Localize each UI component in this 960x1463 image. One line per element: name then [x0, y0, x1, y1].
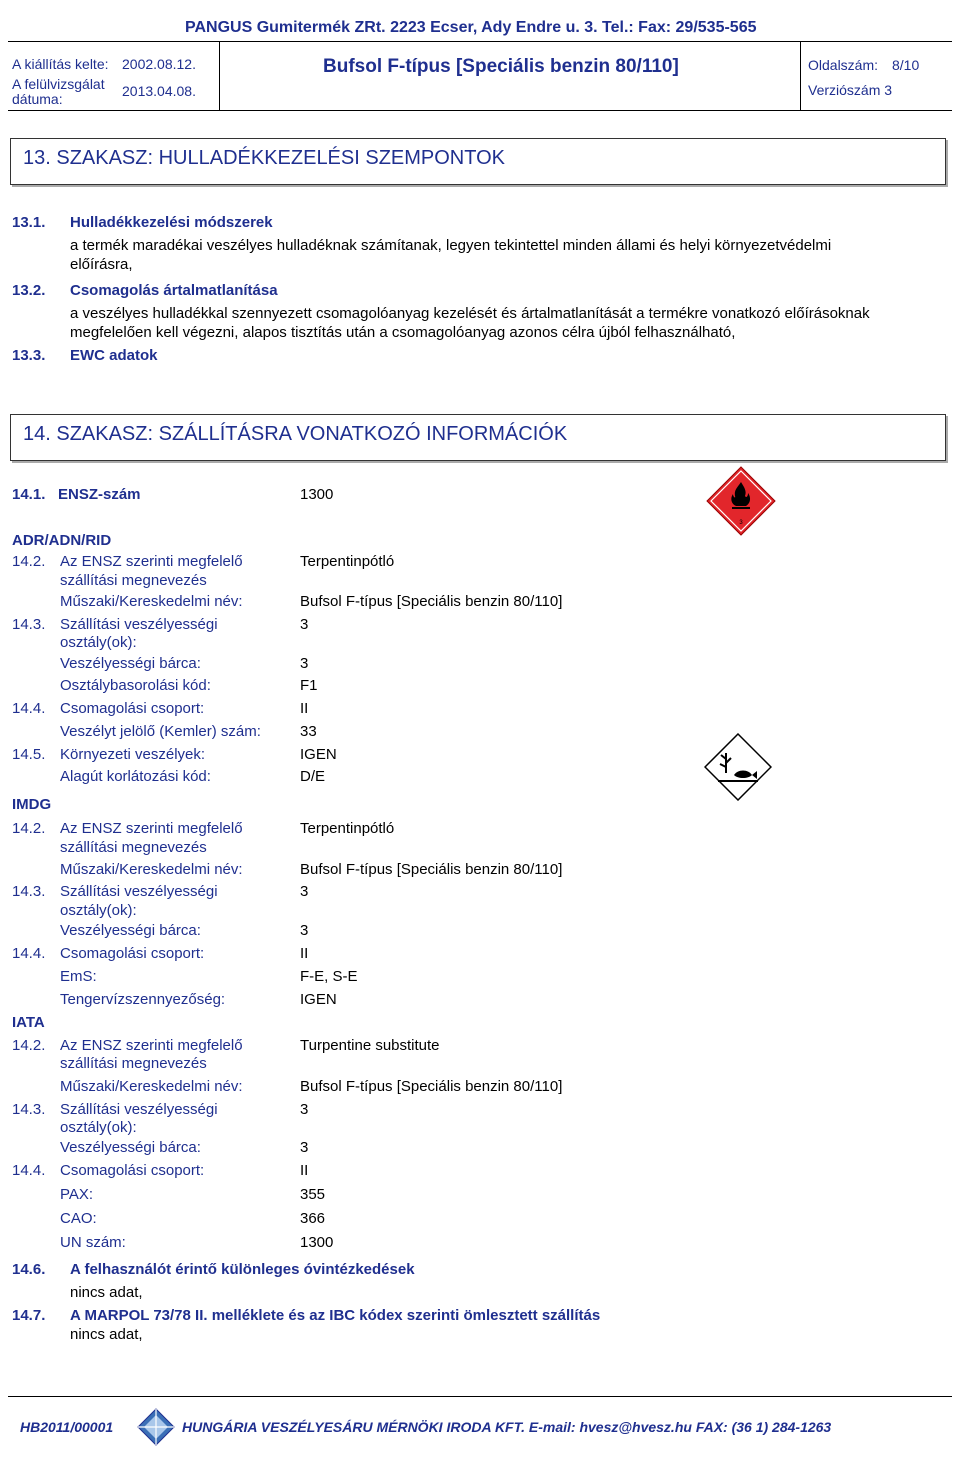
- field-label: Műszaki/Kereskedelmi név:: [60, 593, 243, 610]
- field-value: F-E, S-E: [300, 968, 358, 985]
- field-value: Terpentinpótló: [300, 820, 395, 837]
- item-number: 14.4.: [12, 1162, 46, 1179]
- item-number: 14.2.: [12, 820, 46, 837]
- field-label: Osztálybasorolási kód:: [60, 677, 211, 694]
- field-value: 3: [300, 616, 309, 633]
- page-number: 8/10: [892, 57, 920, 73]
- field-value: 3: [300, 883, 309, 900]
- item-text: nincs adat,: [70, 1326, 143, 1343]
- field-label: Az ENSZ szerinti megfelelő: [60, 1037, 243, 1054]
- issue-label: A kiállítás kelte:: [12, 56, 109, 72]
- item-title: Csomagolás ártalmatlanítása: [70, 282, 278, 299]
- field-label: Műszaki/Kereskedelmi név:: [60, 1078, 243, 1095]
- item-number: 14.6.: [12, 1261, 46, 1278]
- item-number: 14.3.: [12, 883, 46, 900]
- field-label: osztály(ok):: [60, 1119, 137, 1136]
- field-value: IGEN: [300, 746, 337, 763]
- field-label: Tengervízszennyezőség:: [60, 991, 226, 1008]
- field-label: Környezeti veszélyek:: [60, 746, 206, 763]
- field-label: szállítási megnevezés: [60, 572, 207, 589]
- imdg-heading: IMDG: [12, 796, 52, 813]
- field-label: szállítási megnevezés: [60, 839, 207, 856]
- section-13-title-box: [10, 138, 946, 185]
- field-value: Bufsol F-típus [Speciális benzin 80/110]: [300, 593, 563, 610]
- field-value: 33: [300, 723, 317, 740]
- item-text: a veszélyes hulladékkal szennyezett csomagolóanyag kezelését és ártalmatlanítását a termékre vonatkozó előírásoknak: [70, 305, 870, 322]
- item-number: 13.1.: [12, 214, 46, 231]
- field-label: Az ENSZ szerinti megfelelő: [60, 820, 243, 837]
- item-title: Hulladékkezelési módszerek: [70, 214, 273, 231]
- footer-text: HUNGÁRIA VESZÉLYESÁRU MÉRNÖKI IRODA KFT. E-mail: hvesz@hvesz.hu FAX: (36 1) 284-1263: [182, 1419, 832, 1435]
- svg-text:3: 3: [739, 520, 743, 526]
- item-number: 14.2.: [12, 1037, 46, 1054]
- field-label: Műszaki/Kereskedelmi név:: [60, 861, 243, 878]
- field-value: F1: [300, 677, 318, 694]
- issue-date: 2002.08.12.: [122, 56, 196, 72]
- field-value: 366: [300, 1210, 326, 1227]
- section-14-title-box: [10, 414, 946, 461]
- item-text: előírásra,: [70, 256, 133, 273]
- field-label: Csomagolási csoport:: [60, 945, 205, 962]
- version: Verziószám 3: [808, 82, 893, 98]
- field-value: II: [300, 700, 309, 717]
- company-line: PANGUS Gumitermék ZRt. 2223 Ecser, Ady Endre u. 3. Tel.: Fax: 29/535-565: [185, 19, 757, 36]
- field-label: Alagút korlátozási kód:: [60, 768, 211, 785]
- footer-code: HB2011/00001: [20, 1419, 114, 1435]
- item-title: EWC adatok: [70, 347, 158, 364]
- field-label: osztály(ok):: [60, 634, 137, 651]
- field-label: Az ENSZ szerinti megfelelő: [60, 553, 243, 570]
- field-value: 3: [300, 1101, 309, 1118]
- field-label: EmS:: [60, 968, 97, 985]
- field-value: Bufsol F-típus [Speciális benzin 80/110]: [300, 861, 563, 878]
- field-label: Csomagolási csoport:: [60, 700, 205, 717]
- field-value: 1300: [300, 1234, 334, 1251]
- field-value: IGEN: [300, 991, 337, 1008]
- field-label: Veszélyességi bárca:: [60, 655, 201, 672]
- product-name: Bufsol F-típus [Speciális benzin 80/110]: [323, 56, 679, 77]
- flammable-diamond-icon: [706, 466, 776, 536]
- item-text: a termék maradékai veszélyes hulladéknak számítanak, legyen tekintettel minden állami és helyi környezetvédelmi: [70, 237, 832, 254]
- item-number: 14.4.: [12, 700, 46, 717]
- field-value: 3: [300, 655, 309, 672]
- item-number: 14.7.: [12, 1307, 46, 1324]
- field-label: UN szám:: [60, 1234, 126, 1251]
- review-label-1: A felülvizsgálat: [12, 76, 105, 92]
- review-date: 2013.04.08.: [122, 83, 196, 99]
- un-number-label: ENSZ-szám: [58, 486, 141, 503]
- field-label: Szállítási veszélyességi: [60, 616, 218, 633]
- item-text: nincs adat,: [70, 1284, 143, 1301]
- page-label: Oldalszám:: [808, 57, 879, 73]
- item-number: 14.4.: [12, 945, 46, 962]
- field-label: Veszélyességi bárca:: [60, 922, 201, 939]
- item-number: 13.2.: [12, 282, 46, 299]
- section-13-title: 13. SZAKASZ: HULLADÉKKEZELÉSI SZEMPONTOK: [23, 147, 506, 169]
- item-number: 14.3.: [12, 616, 46, 633]
- review-label-2: dátuma:: [12, 91, 63, 107]
- field-value: 3: [300, 1139, 309, 1156]
- item-title: A felhasználót érintő különleges óvintézkedések: [70, 1261, 415, 1278]
- field-label: Veszélyt jelölő (Kemler) szám:: [60, 723, 261, 740]
- item-text: megfelelően kell végezni, alapos tisztítás után a csomagolóanyag azonos célra újból felhasználható,: [70, 324, 736, 341]
- item-title: A MARPOL 73/78 II. melléklete és az IBC kódex szerinti ömlesztett szállítás: [70, 1307, 601, 1324]
- section-14-title: 14. SZAKASZ: SZÁLLÍTÁSRA VONATKOZÓ INFORMÁCIÓK: [23, 423, 568, 445]
- item-number: 14.5.: [12, 746, 46, 763]
- iata-heading: IATA: [12, 1014, 45, 1031]
- field-value: Turpentine substitute: [300, 1037, 440, 1054]
- field-label: Veszélyességi bárca:: [60, 1139, 201, 1156]
- field-label: Szállítási veszélyességi: [60, 1101, 218, 1118]
- field-value: Bufsol F-típus [Speciális benzin 80/110]: [300, 1078, 563, 1095]
- item-number: 14.2.: [12, 553, 46, 570]
- field-value: II: [300, 945, 309, 962]
- item-number: 14.1.: [12, 486, 46, 503]
- field-label: szállítási megnevezés: [60, 1055, 207, 1072]
- field-label: CAO:: [60, 1210, 97, 1227]
- item-number: 13.3.: [12, 347, 46, 364]
- field-value: II: [300, 1162, 309, 1179]
- field-label: Szállítási veszélyességi: [60, 883, 218, 900]
- field-value: 355: [300, 1186, 326, 1203]
- environment-hazard-icon: [704, 733, 772, 801]
- field-value: 3: [300, 922, 309, 939]
- adr-heading: ADR/ADN/RID: [12, 532, 112, 549]
- field-value: D/E: [300, 768, 326, 785]
- item-number: 14.3.: [12, 1101, 46, 1118]
- un-number-value: 1300: [300, 486, 334, 503]
- field-label: PAX:: [60, 1186, 94, 1203]
- field-value: Terpentinpótló: [300, 553, 395, 570]
- field-label: Csomagolási csoport:: [60, 1162, 205, 1179]
- field-label: osztály(ok):: [60, 902, 137, 919]
- company-logo-icon: [137, 1408, 175, 1446]
